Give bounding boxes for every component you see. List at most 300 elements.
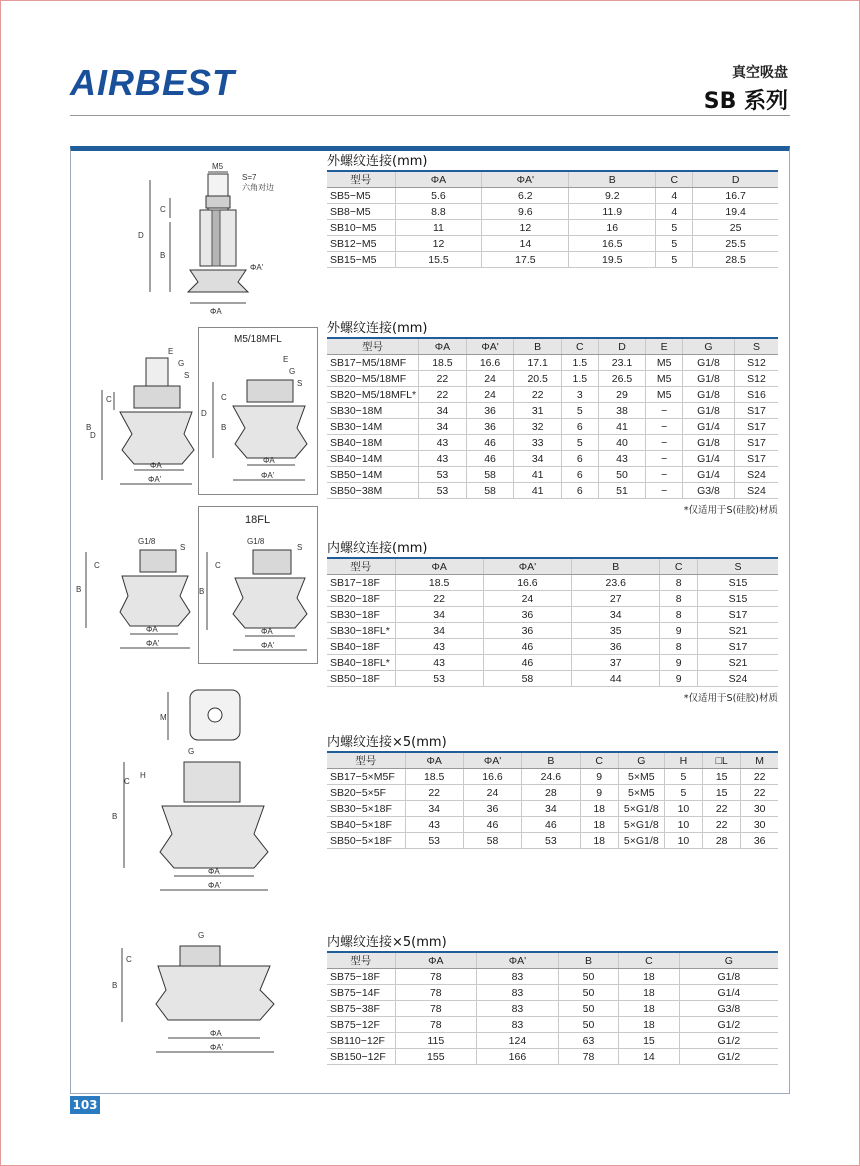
cell: 115 <box>395 1033 477 1049</box>
cell: G1/4 <box>683 451 735 467</box>
table-row <box>327 188 778 204</box>
cell: 22 <box>405 785 463 801</box>
cell: 15 <box>703 785 741 801</box>
cell: 46 <box>522 817 580 833</box>
cell: 50 <box>558 1001 618 1017</box>
table-row <box>327 1033 778 1049</box>
table-row <box>327 801 778 817</box>
label-g18: G1/8 <box>247 537 265 546</box>
cell: 5.6 <box>395 188 482 204</box>
cell: 8 <box>660 607 698 623</box>
cell: SB17−18F <box>327 575 395 591</box>
section-external-thread-mf <box>327 321 778 516</box>
cell: 6 <box>561 419 598 435</box>
cell: 17.5 <box>482 252 569 268</box>
cell: 34 <box>514 451 562 467</box>
cell: 9.2 <box>569 188 656 204</box>
cell: 24 <box>466 371 514 387</box>
cell: 11 <box>395 220 482 236</box>
cell: G1/8 <box>683 355 735 371</box>
cell: G1/2 <box>679 1017 778 1033</box>
table-row <box>327 817 778 833</box>
label-phia: ΦA <box>208 867 220 876</box>
column-header: ΦA <box>395 952 477 969</box>
spec-table <box>327 951 778 1065</box>
cell: 14 <box>482 236 569 252</box>
cell: 19.4 <box>693 204 778 220</box>
cell: 5×G1/8 <box>618 833 664 849</box>
column-header: □L <box>703 752 741 769</box>
cell: 5 <box>656 252 693 268</box>
cell: 53 <box>419 467 467 483</box>
table-row <box>327 1049 778 1065</box>
cell: 166 <box>477 1049 559 1065</box>
cell: 10 <box>664 817 702 833</box>
cell: 16 <box>569 220 656 236</box>
label-b: B <box>112 981 118 990</box>
cell: SB50−14M <box>327 467 419 483</box>
column-header: C <box>660 558 698 575</box>
cell: 16.5 <box>569 236 656 252</box>
cell: 53 <box>419 483 467 499</box>
spec-table <box>327 170 778 268</box>
spec-table <box>327 337 778 499</box>
cell: G1/8 <box>683 435 735 451</box>
cell: SB40−18FL* <box>327 655 395 671</box>
cell: − <box>646 451 683 467</box>
cell: 46 <box>466 435 514 451</box>
cell: SB75−12F <box>327 1017 395 1033</box>
cell: SB150−12F <box>327 1049 395 1065</box>
spec-table <box>327 751 778 849</box>
cell: 17.1 <box>514 355 562 371</box>
cell: 25.5 <box>693 236 778 252</box>
column-header: C <box>656 171 693 188</box>
cell: SB10−M5 <box>327 220 395 236</box>
label-m: M <box>160 713 167 722</box>
table-row <box>327 204 778 220</box>
cell: 63 <box>558 1033 618 1049</box>
label-c: C <box>124 777 130 786</box>
column-header: B <box>569 171 656 188</box>
cell: 10 <box>664 801 702 817</box>
cell: 43 <box>419 435 467 451</box>
cell: 19.5 <box>569 252 656 268</box>
label-s: S <box>180 543 186 552</box>
column-header: ΦA <box>395 558 483 575</box>
cell: 22 <box>419 371 467 387</box>
cell: SB40−18F <box>327 639 395 655</box>
table-header-row <box>327 171 778 188</box>
table-row <box>327 575 778 591</box>
table-header-row <box>327 338 778 355</box>
cell: 18 <box>619 1017 679 1033</box>
cell: 16.6 <box>483 575 571 591</box>
cell: M5 <box>646 387 683 403</box>
cell: SB75−18F <box>327 969 395 985</box>
table-header-row <box>327 952 778 969</box>
cell: 32 <box>514 419 562 435</box>
cell: 34 <box>572 607 660 623</box>
cell: SB30−5×18F <box>327 801 405 817</box>
cell: M5 <box>646 355 683 371</box>
cell: 5 <box>656 220 693 236</box>
cell: S17 <box>735 419 779 435</box>
label-c: C <box>126 955 132 964</box>
cell: S21 <box>697 623 778 639</box>
label-phia: ΦA <box>146 625 158 634</box>
table-row <box>327 220 778 236</box>
cell: 22 <box>703 801 741 817</box>
cell: 58 <box>466 483 514 499</box>
cell: 12 <box>395 236 482 252</box>
cell: 41 <box>514 483 562 499</box>
cell: G1/8 <box>683 403 735 419</box>
section-external-thread-m5 <box>327 154 778 268</box>
cell: 6.2 <box>482 188 569 204</box>
cell: 5 <box>664 769 702 785</box>
cell: 83 <box>477 1017 559 1033</box>
cell: 4 <box>656 188 693 204</box>
cell: − <box>646 403 683 419</box>
diagram-sb-mfl <box>199 350 315 492</box>
cell: 41 <box>598 419 646 435</box>
cell: 50 <box>598 467 646 483</box>
cell: 36 <box>741 833 778 849</box>
cell: 6 <box>561 467 598 483</box>
cell: G1/4 <box>683 419 735 435</box>
column-header: C <box>561 338 598 355</box>
section-internal-thread-large <box>327 935 778 1065</box>
label-g: G <box>198 931 205 940</box>
table-row <box>327 1001 778 1017</box>
cell: 22 <box>741 769 778 785</box>
cell: 43 <box>598 451 646 467</box>
cell: M5 <box>646 371 683 387</box>
cell: S17 <box>735 451 779 467</box>
label-e: E <box>168 347 174 356</box>
cell: 4 <box>656 204 693 220</box>
cell: 18.5 <box>419 355 467 371</box>
column-header: B <box>572 558 660 575</box>
cell: S12 <box>735 355 779 371</box>
cell: 78 <box>558 1049 618 1065</box>
cell: S15 <box>697 591 778 607</box>
cell: 18 <box>619 1001 679 1017</box>
column-header: ΦA <box>395 171 482 188</box>
cell: SB8−M5 <box>327 204 395 220</box>
section-title: 内螺纹连接×5(mm) <box>327 735 447 750</box>
cell: 33 <box>514 435 562 451</box>
cell: 36 <box>483 607 571 623</box>
cell: 12 <box>482 220 569 236</box>
table-row <box>327 1017 778 1033</box>
table-row <box>327 451 778 467</box>
cell: 22 <box>703 817 741 833</box>
cell: 46 <box>483 655 571 671</box>
cell: 14 <box>619 1049 679 1065</box>
cell: 23.1 <box>598 355 646 371</box>
cell: 31 <box>514 403 562 419</box>
table-row <box>327 236 778 252</box>
cell: S24 <box>697 671 778 687</box>
label-d: D <box>201 409 207 418</box>
cell: SB5−M5 <box>327 188 395 204</box>
cell: 1.5 <box>561 355 598 371</box>
cell: 18.5 <box>395 575 483 591</box>
cell: SB17−M5/18MF <box>327 355 419 371</box>
cell: 9 <box>580 769 618 785</box>
cell: 30 <box>741 801 778 817</box>
cell: − <box>646 435 683 451</box>
label-g: G <box>289 367 296 376</box>
cell: 29 <box>598 387 646 403</box>
cell: 18 <box>619 969 679 985</box>
table-row <box>327 785 778 801</box>
label-h: H <box>140 771 146 780</box>
label-g: G <box>178 359 185 368</box>
cell: 53 <box>395 671 483 687</box>
cell: 10 <box>664 833 702 849</box>
cell: 51 <box>598 483 646 499</box>
table-row <box>327 467 778 483</box>
label-phiap: ΦA' <box>261 471 275 480</box>
column-header: B <box>522 752 580 769</box>
cell: 36 <box>466 403 514 419</box>
cell: 28 <box>522 785 580 801</box>
diagram-sb-18f <box>76 532 196 656</box>
cell: 22 <box>741 785 778 801</box>
cell: SB20−5×5F <box>327 785 405 801</box>
cell: 37 <box>572 655 660 671</box>
column-header: 型号 <box>327 952 395 969</box>
column-header: 型号 <box>327 171 395 188</box>
label-hex: 六角对边 <box>242 183 274 192</box>
cell: 5×G1/8 <box>618 801 664 817</box>
cell: 9 <box>660 655 698 671</box>
cell: 53 <box>405 833 463 849</box>
cell: 155 <box>395 1049 477 1065</box>
label-s: S <box>184 371 190 380</box>
cell: SB40−5×18F <box>327 817 405 833</box>
cell: 24 <box>483 591 571 607</box>
cell: 34 <box>522 801 580 817</box>
cell: 58 <box>483 671 571 687</box>
cell: 18.5 <box>405 769 463 785</box>
cell: SB30−18F <box>327 607 395 623</box>
cell: 22 <box>514 387 562 403</box>
column-header: H <box>664 752 702 769</box>
table-row <box>327 607 778 623</box>
cell: 8 <box>660 639 698 655</box>
table-row <box>327 419 778 435</box>
label-c: C <box>215 561 221 570</box>
diagram-sb-large <box>110 926 300 1062</box>
label-s: S <box>297 543 303 552</box>
cell: 36 <box>572 639 660 655</box>
cell: SB12−M5 <box>327 236 395 252</box>
cell: SB40−14M <box>327 451 419 467</box>
cell: SB75−14F <box>327 985 395 1001</box>
table-row <box>327 969 778 985</box>
cell: S17 <box>735 403 779 419</box>
cell: 8 <box>660 591 698 607</box>
cell: G1/2 <box>679 1049 778 1065</box>
cell: S24 <box>735 467 779 483</box>
cell: 9 <box>660 671 698 687</box>
table-row <box>327 387 778 403</box>
section-title: 外螺纹连接(mm) <box>327 321 428 336</box>
cell: 15 <box>619 1033 679 1049</box>
label-m5: M5 <box>212 162 224 171</box>
cell: SB20−18F <box>327 591 395 607</box>
cell: 40 <box>598 435 646 451</box>
cell: SB50−38M <box>327 483 419 499</box>
column-header: M <box>741 752 778 769</box>
label-phiap: ΦA' <box>261 641 275 650</box>
label-e: E <box>283 355 289 364</box>
cell: G1/8 <box>683 387 735 403</box>
label-phiap: ΦA' <box>250 263 264 272</box>
cell: 24 <box>466 387 514 403</box>
cell: 20.5 <box>514 371 562 387</box>
cell: 41 <box>514 467 562 483</box>
cell: 5×G1/8 <box>618 817 664 833</box>
cell: SB20−M5/18MF <box>327 371 419 387</box>
cell: 58 <box>466 467 514 483</box>
label-g: G <box>188 747 195 756</box>
cell: 34 <box>405 801 463 817</box>
cell: 78 <box>395 1017 477 1033</box>
cell: 43 <box>405 817 463 833</box>
cell: 46 <box>483 639 571 655</box>
cell: 9 <box>660 623 698 639</box>
cell: 27 <box>572 591 660 607</box>
cell: 35 <box>572 623 660 639</box>
cell: SB30−18M <box>327 403 419 419</box>
table-row <box>327 985 778 1001</box>
column-header: G <box>618 752 664 769</box>
label-s: S <box>297 379 303 388</box>
table-header-row <box>327 558 778 575</box>
frame-title-18fl: 18FL <box>245 514 271 526</box>
section-internal-thread-x5 <box>327 735 778 849</box>
cell: G1/4 <box>683 467 735 483</box>
table-row <box>327 769 778 785</box>
cell: SB30−14M <box>327 419 419 435</box>
label-c: C <box>94 561 100 570</box>
cell: SB17−5×M5F <box>327 769 405 785</box>
cell: 24 <box>463 785 521 801</box>
cell: 16.7 <box>693 188 778 204</box>
cell: 18 <box>580 801 618 817</box>
cell: G1/8 <box>679 969 778 985</box>
label-b: B <box>112 812 118 821</box>
label-phia: ΦA <box>261 627 273 636</box>
cell: SB50−18F <box>327 671 395 687</box>
label-c: C <box>106 395 112 404</box>
cell: 5×M5 <box>618 785 664 801</box>
cell: 46 <box>463 817 521 833</box>
table-row <box>327 639 778 655</box>
table-row <box>327 435 778 451</box>
cell: S17 <box>697 607 778 623</box>
cell: 26.5 <box>598 371 646 387</box>
column-header: ΦA' <box>463 752 521 769</box>
page-number: 103 <box>70 1096 100 1114</box>
label-phia: ΦA <box>263 456 275 465</box>
column-header: 型号 <box>327 752 405 769</box>
cell: 43 <box>419 451 467 467</box>
cell: 18 <box>580 833 618 849</box>
column-header: S <box>697 558 778 575</box>
label-phiap: ΦA' <box>210 1043 224 1052</box>
series-title: SB 系列 <box>703 89 788 114</box>
label-b: B <box>76 585 82 594</box>
cell: 30 <box>741 817 778 833</box>
cell: 50 <box>558 969 618 985</box>
cell: 36 <box>463 801 521 817</box>
column-header: D <box>598 338 646 355</box>
cell: S16 <box>735 387 779 403</box>
section-title: 内螺纹连接(mm) <box>327 541 428 556</box>
cell: S17 <box>697 639 778 655</box>
column-header: ΦA' <box>477 952 559 969</box>
label-phiap: ΦA' <box>146 639 160 648</box>
cell: 3 <box>561 387 598 403</box>
cell: 124 <box>477 1033 559 1049</box>
cell: − <box>646 467 683 483</box>
diagram-sb-m5 <box>130 158 280 318</box>
cell: G1/2 <box>679 1033 778 1049</box>
cell: G3/8 <box>679 1001 778 1017</box>
label-phia: ΦA <box>150 461 162 470</box>
diagram-sb-x5 <box>104 684 294 896</box>
cell: 6 <box>561 451 598 467</box>
label-d: D <box>90 431 96 440</box>
cell: 5 <box>561 403 598 419</box>
label-b: B <box>221 423 227 432</box>
cell: 8.8 <box>395 204 482 220</box>
cell: 50 <box>558 985 618 1001</box>
cell: 22 <box>395 591 483 607</box>
table-row <box>327 483 778 499</box>
cell: G1/8 <box>683 371 735 387</box>
cell: SB20−M5/18MFL* <box>327 387 419 403</box>
table-row <box>327 252 778 268</box>
spec-table <box>327 557 778 687</box>
cell: 50 <box>558 1017 618 1033</box>
cell: 34 <box>395 607 483 623</box>
cell: 18 <box>580 817 618 833</box>
cell: 18 <box>619 985 679 1001</box>
cell: SB40−18M <box>327 435 419 451</box>
label-b: B <box>160 251 166 260</box>
column-header: 型号 <box>327 558 395 575</box>
cell: SB75−38F <box>327 1001 395 1017</box>
cell: 25 <box>693 220 778 236</box>
cell: S17 <box>735 435 779 451</box>
diagram-sb-mf <box>84 330 202 500</box>
table-row <box>327 833 778 849</box>
cell: SB15−M5 <box>327 252 395 268</box>
column-header: ΦA' <box>482 171 569 188</box>
cell: SB30−18FL* <box>327 623 395 639</box>
cell: 43 <box>395 655 483 671</box>
label-phiap: ΦA' <box>208 881 222 890</box>
column-header: B <box>558 952 618 969</box>
frame-title-m5-18mfl: M5/18MFL <box>234 334 282 345</box>
